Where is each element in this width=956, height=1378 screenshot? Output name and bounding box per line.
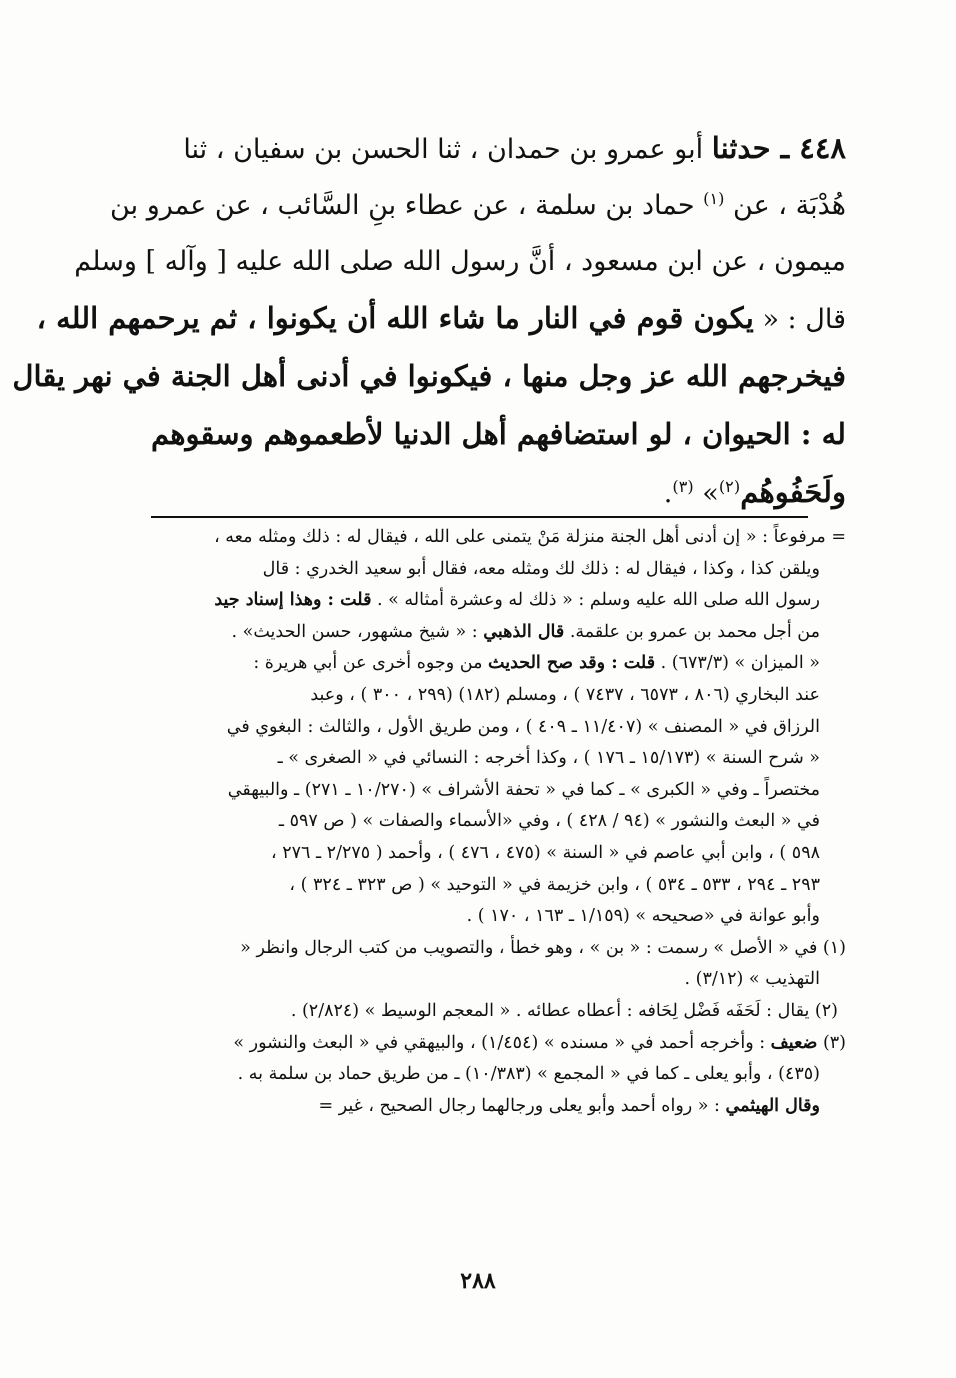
- page-number: ٢٨٨: [460, 1268, 496, 1294]
- hadith-text: [12, 120, 846, 522]
- footnote-1: (١) في « الأصل » رسمت : « بن » ، وهو خطأ ، والتصويب من كتب الرجال وانظر «: [240, 937, 846, 958]
- footnote-line: رسول الله صلى الله عليه وسلم : « ذلك له وعشرة أمثاله » . قلت : وهذا إسناد جيد: [214, 590, 820, 611]
- footnote-line: وأبو عوانة في «صحيحه » (١/١٥٩ ـ ١٦٣ ، ١٧٠ ) .: [466, 906, 820, 927]
- footnote-ref: (٢): [718, 477, 741, 496]
- footnote-line: في « البعث والنشور » (٩٤ / ٤٢٨ ) ، وفي «الأسماء والصفات » ( ص ٥٩٧ ـ: [278, 811, 820, 832]
- hadith-line-1: ٤٤٨ ـ حدثنا أبو عمرو بن حمدان ، ثنا الحسن بن سفيان ، ثنا: [183, 131, 846, 165]
- hadith-line-4: قال : « يكون قوم في النار ما شاء الله أن يكونوا ، ثم يرحمهم الله ،: [36, 301, 846, 335]
- footnote-line: من أجل محمد بن عمرو بن علقمة. قال الذهبي : « شيخ مشهور، حسن الحديث» .: [231, 621, 820, 642]
- footnote-line: ويلقن كذا ، وكذا ، فيقال له : ذلك لك ومثله معه، فقال أبو سعيد الخدري : قال: [262, 558, 820, 579]
- footnote-line: (٤٣٥) ، وأبو يعلى ـ كما في « المجمع » (١٠/٣٨٣) ـ من طريق حماد بن سلمة به .: [237, 1064, 820, 1085]
- footnote-line: مختصراً ـ وفي « الكبرى » ـ كما في « تحفة الأشراف » (١٠/٢٧٠ ـ ٢٧١) ـ والبيهقي: [227, 779, 820, 800]
- footnote-line: « الميزان » (٦٧٣/٣) . قلت : وقد صح الحديث من وجوه أخرى عن أبي هريرة :: [253, 653, 820, 674]
- footnote-ref: (٣): [672, 477, 694, 496]
- hadith-line-5: فيخرجهم الله عز وجل منها ، فيكونوا في أدنى أهل الجنة في نهر يقال: [12, 359, 846, 393]
- footnote-line: الرزاق في « المصنف » (١١/٤٠٧ ـ ٤٠٩ ) ، ومن طريق الأول ، والثالث : البغوي في: [226, 716, 820, 737]
- footnote-3: (٣) ضعيف : وأخرجه أحمد في « مسنده » (١/٤٥٤) ، والبيهقي في « البعث والنشور »: [233, 1032, 846, 1053]
- footnote-line: ٥٩٨ ) ، وابن أبي عاصم في « السنة » (٤٧٥ ، ٤٧٦ ) ، وأحمد ( ٢/٢٧٥ ـ ٢٧٦ ،: [270, 842, 820, 863]
- footnotes: [140, 522, 846, 1122]
- hadith-line-3: ميمون ، عن ابن مسعود ، أنَّ رسول الله صلى الله عليه [ وآله ] وسلم: [74, 246, 846, 277]
- hadith-line-6: له : الحيوان ، لو استضافهم أهل الدنيا لأطعموهم وسقوهم: [150, 417, 846, 451]
- footnote-divider: [151, 516, 808, 518]
- footnote-line: عند البخاري (٨٠٦ ، ٦٥٧٣ ، ٧٤٣٧ ) ، ومسلم (١٨٢) (٢٩٩ ، ٣٠٠ ) ، وعبد: [310, 684, 820, 705]
- hadith-line-7: ولَحَفُوهُم$^{(٢)}$» $^{(٣)}$.: [663, 475, 846, 509]
- footnote-line: التهذيب » (٣/١٢) .: [684, 969, 820, 990]
- footnote-line: ٢٩٣ ـ ٢٩٤ ، ٥٣٣ ـ ٥٣٤ ) ، وابن خزيمة في « التوحيد » ( ص ٣٢٣ ـ ٣٢٤ ) ،: [289, 874, 820, 895]
- hadith-line-2: هُدْبَة ، عن $^{(١)}$ حماد بن سلمة ، عن عطاء بنِ السَّائب ، عن عمرو بن: [110, 189, 846, 221]
- footnote-line: « شرح السنة » (١٥/١٧٣ ـ ١٧٦ ) ، وكذا أخرجه : النسائي في « الصغرى » ـ: [277, 748, 820, 769]
- footnote-ref: (١): [703, 189, 725, 208]
- footnote-line: وقال الهيثمي : « رواه أحمد وأبو يعلى ورجالهما رجال الصحيح ، غير =: [318, 1095, 820, 1116]
- hadith-number: ٤٤٨ ـ حدثنا: [711, 131, 846, 165]
- footnote-line: = مرفوعاً : « إن أدنى أهل الجنة منزلة مَنْ يتمنى على الله ، فيقال له : ذلك ومثله معه ،: [214, 527, 846, 547]
- footnote-2: (٢) يقال : لَحَفَه فَضْل لِحَافه : أعطاه عطائه . « المعجم الوسيط » (٢/٨٢٤) .: [290, 1000, 838, 1021]
